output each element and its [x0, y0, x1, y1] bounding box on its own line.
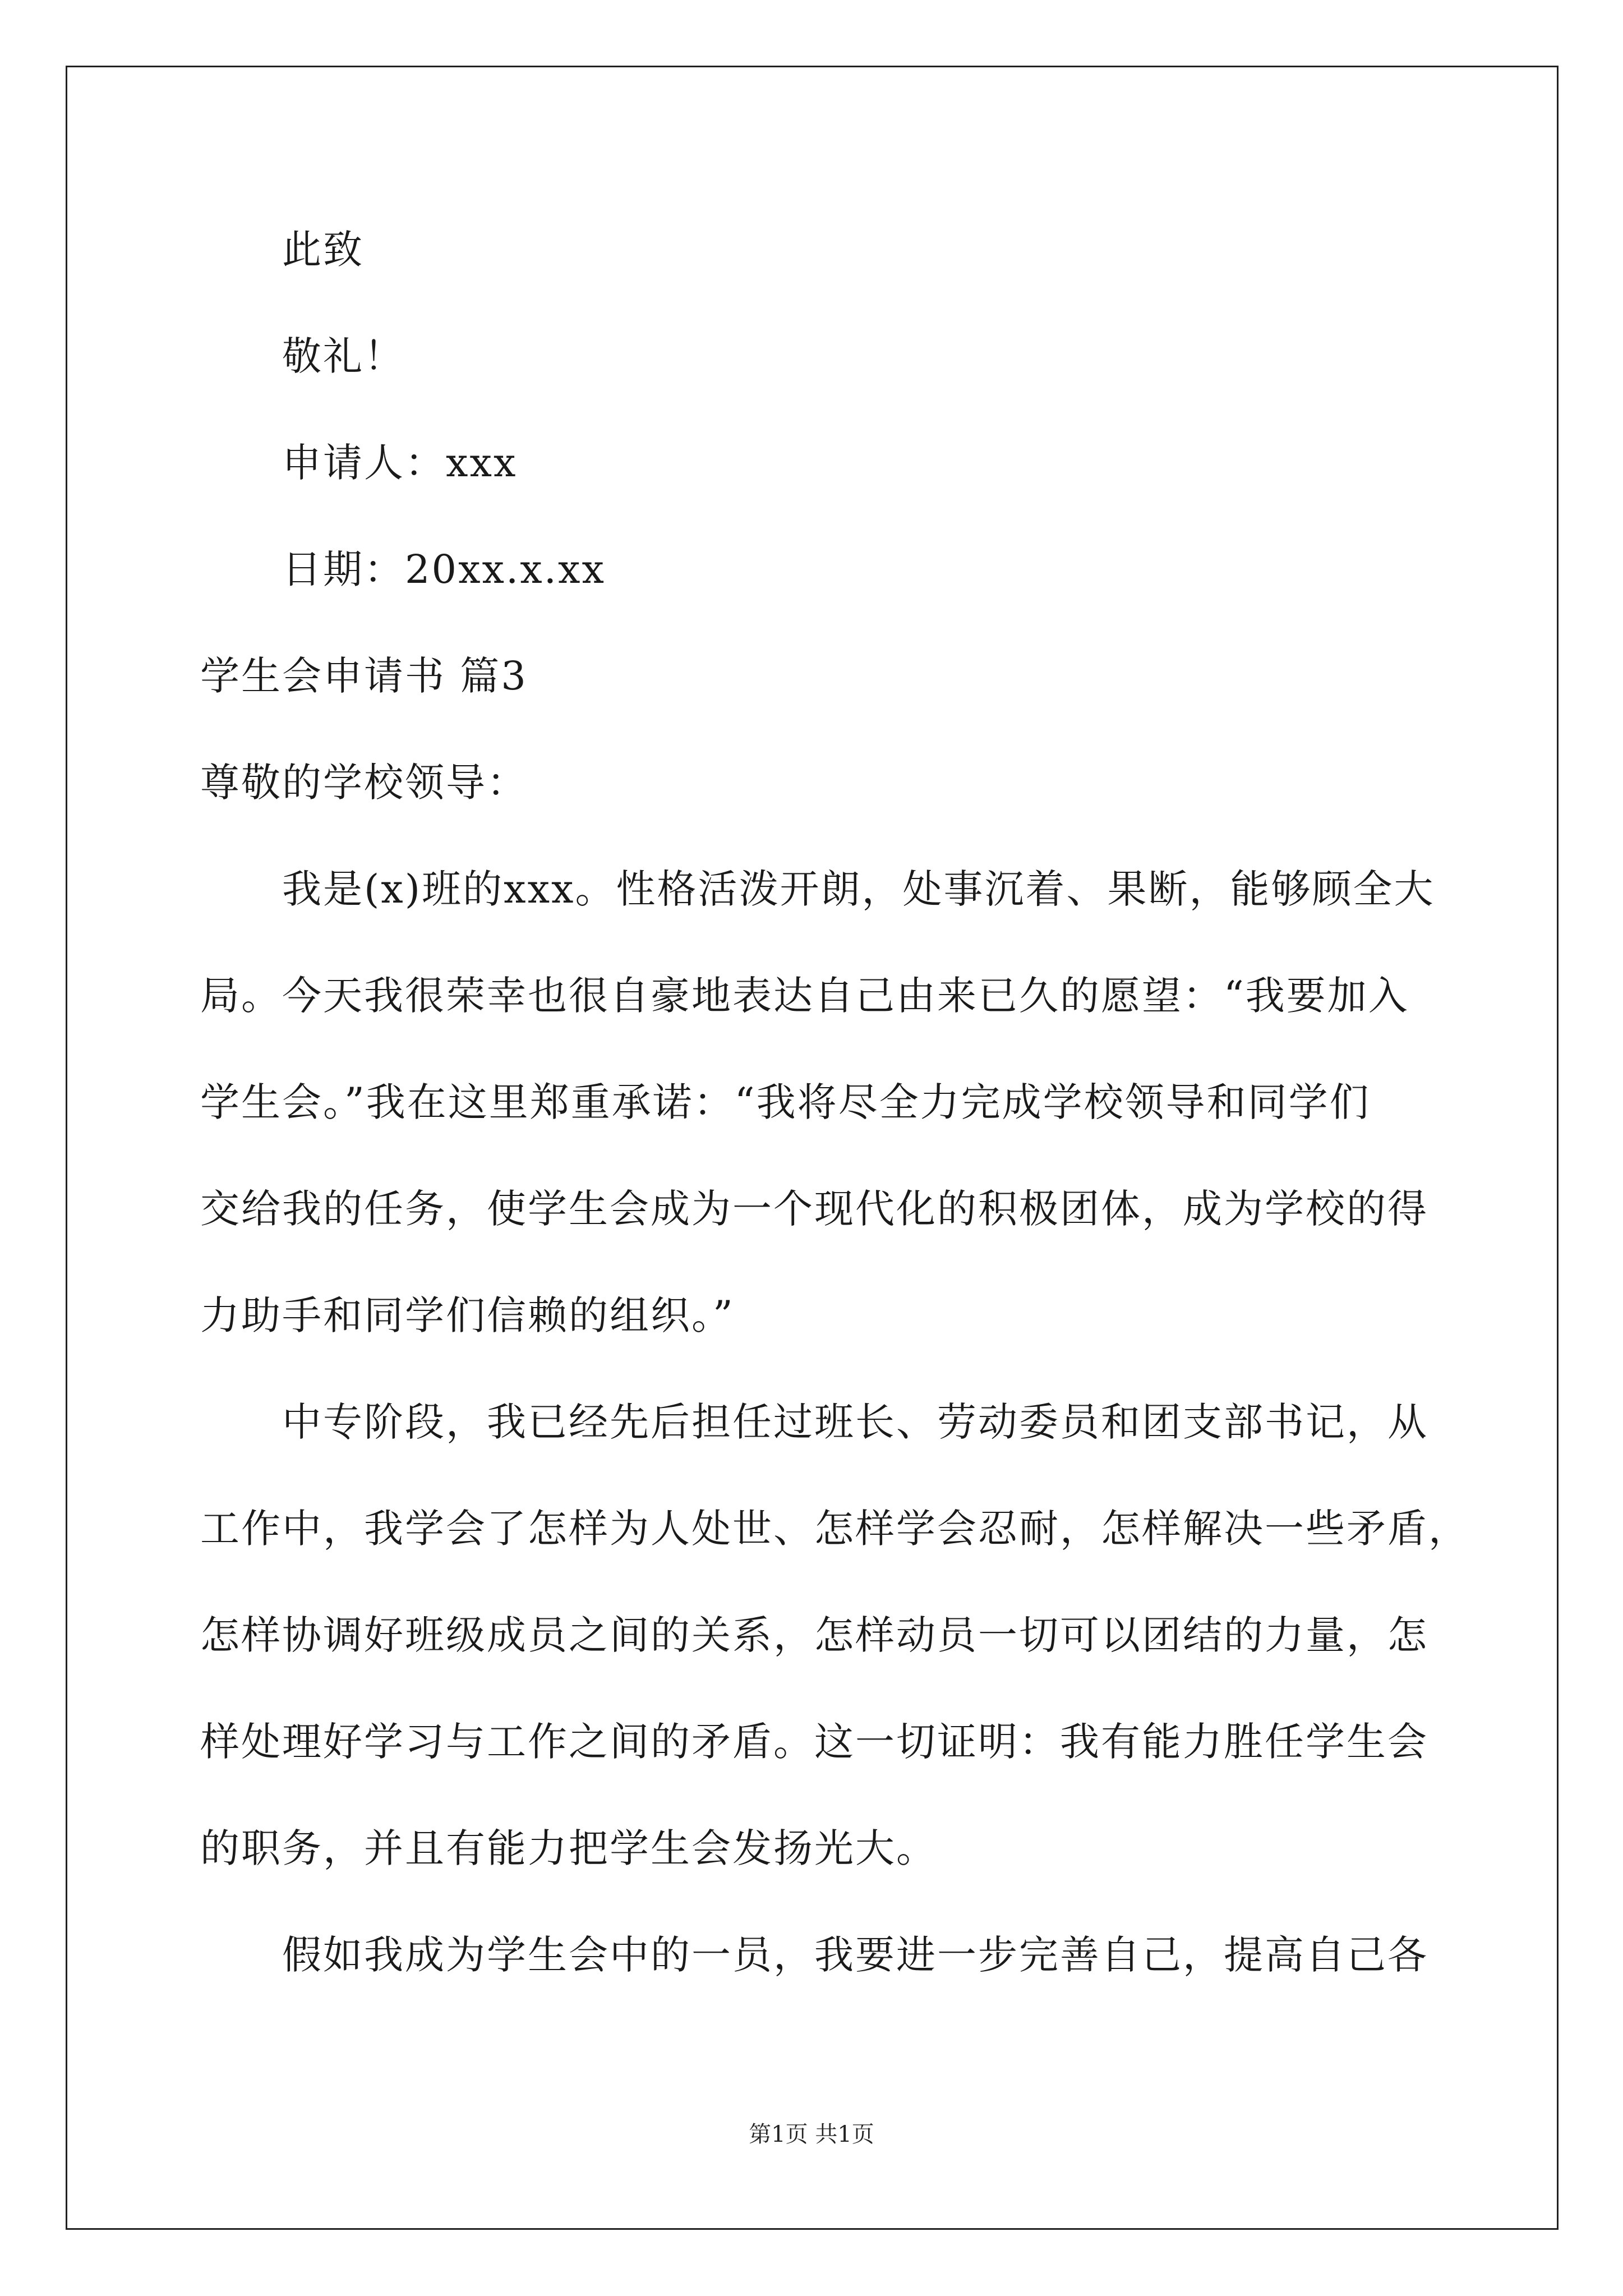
paragraph1-line: 交给我的任务，使学生会成为一个现代化的积极团体，成为学校的得 [200, 1186, 1428, 1232]
paragraph1-line: 我是(x)班的xxx。性格活泼开朗，处事沉着、果断，能够顾全大 [282, 866, 1435, 912]
page-number-footer: 第1页 共1页 [749, 2122, 874, 2147]
greeting: 尊敬的学校领导： [200, 760, 528, 806]
date-line: 日期：20xx.x.xx [282, 546, 606, 592]
paragraph2-line: 的职务，并且有能力把学生会发扬光大。 [200, 1825, 937, 1871]
paragraph2-line: 怎样协调好班级成员之间的关系，怎样动员一切可以团结的力量，怎 [200, 1612, 1428, 1658]
applicant-line: 申请人：xxx [282, 440, 518, 486]
paragraph2-line: 样处理好学习与工作之间的矛盾。这一切证明：我有能力胜任学生会 [200, 1719, 1428, 1765]
paragraph2-line: 工作中，我学会了怎样为人处世、怎样学会忍耐，怎样解决一些矛盾， [200, 1506, 1469, 1552]
paragraph1-line: 局。今天我很荣幸也很自豪地表达自己由来已久的愿望：“我要加入 [200, 973, 1409, 1019]
paragraph1-line: 力助手和同学们信赖的组织。” [200, 1292, 735, 1338]
paragraph3-line: 假如我成为学生会中的一员，我要进一步完善自己，提高自己各 [282, 1932, 1428, 1978]
paragraph1-line: 学生会。”我在这里郑重承诺：“我将尽全力完成学校领导和同学们 [200, 1079, 1371, 1125]
section-title: 学生会申请书 篇3 [200, 653, 528, 699]
page-border [66, 66, 1559, 2230]
closing-regards: 敬礼！ [282, 333, 405, 379]
paragraph2-line: 中专阶段，我已经先后担任过班长、劳动委员和团支部书记，从 [282, 1399, 1428, 1445]
closing-salutation: 此致 [282, 227, 364, 273]
